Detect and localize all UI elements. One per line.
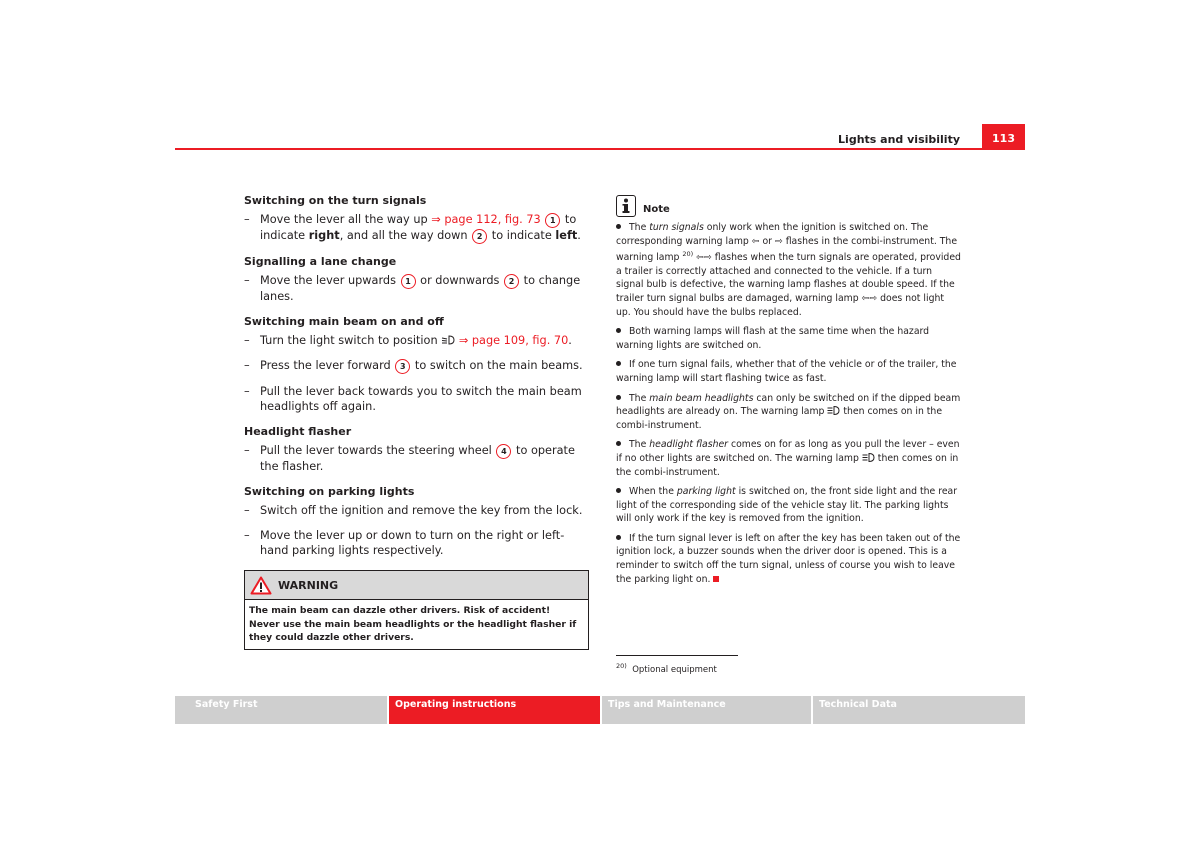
text-run: or downwards — [416, 274, 504, 287]
callout-number: 1 — [401, 274, 416, 289]
footnote-text: Optional equipment — [632, 665, 717, 675]
text-run: Both warning lamps will flash at the same time when the hazard warning lights are switched on. — [616, 326, 930, 351]
note-bullet — [616, 221, 961, 319]
list-item-text: Switch off the ignition and remove the key from the lock. — [260, 504, 583, 517]
callout-number: 4 — [496, 444, 511, 459]
text-run: The — [629, 392, 650, 404]
dash-marker: – — [244, 444, 250, 457]
dash-marker: – — [244, 385, 250, 398]
dash-marker: – — [244, 529, 250, 542]
list-item — [244, 358, 589, 374]
text-run-bold: left — [555, 229, 578, 242]
text-run: If the turn signal lever is left on after the key has been taken out of the ignition lock, a buzzer sounds when the driver door is opened. This is a reminder to switch off the turn signal, unless of course you wish to leave the parking light on. — [616, 532, 961, 585]
info-icon — [616, 195, 636, 217]
text-run: to change lanes. — [260, 274, 581, 303]
list-item — [244, 528, 589, 558]
note-bullet — [616, 438, 961, 479]
text-run: The — [629, 439, 650, 451]
list-item-text — [260, 333, 589, 348]
note-bullet — [616, 532, 961, 586]
list-item — [244, 443, 589, 474]
bullet-dot — [616, 535, 621, 540]
trailer-signal-icon: ⇦⇨ — [861, 292, 878, 304]
section-lane-change — [244, 254, 589, 304]
text-run: to operate the flasher. — [260, 444, 575, 473]
bullet-dot — [616, 441, 621, 446]
note-section — [616, 195, 961, 592]
note-bullet — [616, 358, 961, 385]
text-run: flashes in the combi-instrument. The warning lamp — [616, 235, 958, 264]
dash-marker: – — [244, 213, 250, 226]
footer-tab-technical-data[interactable]: Technical Data — [813, 696, 1025, 724]
turn-right-icon: ⇨ — [774, 235, 783, 247]
footer-tab-operating-instructions[interactable]: Operating instructions — [389, 696, 600, 724]
section-main-beam — [244, 314, 589, 414]
page-reference-link[interactable]: ⇒ page 112, fig. 73 — [431, 213, 541, 226]
list-item — [244, 503, 589, 518]
footer-tab-safety-first[interactable]: Safety First — [175, 696, 387, 724]
text-run: then comes on in the combi-instrument. — [616, 406, 943, 431]
list-item — [244, 273, 589, 304]
list-item-text: Pull the lever back towards you to switch the main beam headlights off again. — [260, 385, 582, 413]
text-run: comes on for as long as you pull the lever – even if no other lights are switched on. The warning lamp — [616, 439, 960, 464]
note-bullet — [616, 392, 961, 433]
text-run: can only be switched on if the dipped beam headlights are already on. The warning lamp — [616, 392, 961, 418]
bullet-dot — [616, 361, 621, 366]
warning-triangle-icon — [250, 576, 272, 595]
note-label: Note — [643, 204, 670, 216]
text-run: flashes when the turn signals are operated, provided a trailer is correctly attached and connected to the vehicle. If a turn signal bulb is defective, the warning lamp flashes at double speed. If the trailer turn signal bulbs are damaged, warning lamp — [616, 252, 961, 304]
warning-header — [245, 571, 588, 600]
list-item-text: Move the lever up or down to turn on the right or left-hand parking lights respectively. — [260, 529, 565, 557]
list-item-text — [260, 273, 589, 304]
text-run: or — [759, 235, 775, 247]
section-turn-signals — [244, 193, 589, 244]
text-run: Move the lever all the way up — [260, 213, 432, 226]
dash-marker: – — [244, 334, 250, 347]
list-item-text — [260, 212, 589, 244]
header-rule — [175, 148, 1025, 150]
callout-number: 2 — [504, 274, 519, 289]
callout-number: 3 — [395, 359, 410, 374]
left-column — [244, 193, 589, 568]
text-run-bold: right — [308, 229, 340, 242]
section-heading: Switching on parking lights — [244, 485, 415, 498]
footnote-number: 20) — [616, 662, 627, 670]
text-run: only work when the ignition is switched on. The corresponding warning lamp — [616, 222, 929, 247]
bullet-dot — [616, 328, 621, 333]
text-run: Move the lever upwards — [260, 274, 400, 287]
text-run: . — [568, 334, 572, 347]
dash-marker: – — [244, 359, 250, 372]
text-run: to switch on the main beams. — [411, 359, 583, 372]
footer-tab-tips-maintenance[interactable]: Tips and Maintenance — [602, 696, 811, 724]
text-run: . — [577, 229, 581, 242]
list-item-text — [260, 443, 589, 474]
text-run: to indicate — [260, 213, 577, 242]
text-run: to indicate — [488, 229, 556, 242]
text-run: does not light up. You should have the bulbs replaced. — [616, 292, 945, 318]
warning-text: The main beam can dazzle other drivers. Risk of accident! Never use the main beam headlights or the headlight flasher if they could dazzle other drivers. — [249, 605, 577, 643]
list-item — [244, 212, 589, 244]
dipped-beam-icon — [441, 335, 455, 345]
dash-marker: – — [244, 504, 250, 517]
bullet-dot — [616, 224, 621, 229]
text-run-italic: main beam headlights — [649, 392, 754, 404]
footnote-marker: 20) — [682, 250, 694, 259]
text-run: The — [629, 222, 650, 233]
callout-number: 1 — [545, 213, 560, 228]
turn-left-icon: ⇦ — [751, 235, 760, 247]
text-run: is switched on, the front side light and the rear light of the corresponding side of the vehicle stay lit. The parking lights will only work if the key is removed from the ignition. — [616, 486, 958, 525]
callout-number: 2 — [472, 229, 487, 244]
text-run: then comes on in the combi-instrument. — [616, 452, 959, 478]
section-heading: Signalling a lane change — [244, 255, 397, 268]
text-run: Turn the light switch to position — [260, 334, 442, 347]
text-run-italic: headlight flasher — [649, 439, 729, 451]
section-parking-lights — [244, 484, 589, 558]
dash-marker: – — [244, 274, 250, 287]
text-run: , and all the way down — [339, 229, 472, 242]
text-run: Pull the lever towards the steering wheel — [260, 444, 496, 457]
warning-label: WARNING — [278, 578, 339, 592]
section-heading: Switching main beam on and off — [244, 315, 444, 328]
section-end-mark — [713, 576, 719, 582]
footnote-rule — [616, 655, 738, 656]
text-run-italic: turn signals — [649, 222, 704, 233]
text-run: If one turn signal fails, whether that of the vehicle or of the trailer, the warning lamp will start flashing twice as fast. — [616, 359, 957, 384]
text-run-italic: parking light — [676, 486, 736, 498]
section-heading: Switching on the turn signals — [244, 194, 427, 207]
text-run: Press the lever forward — [260, 359, 395, 372]
warning-box — [244, 570, 589, 650]
bullet-dot — [616, 488, 621, 493]
list-item — [244, 384, 589, 414]
list-item — [244, 333, 589, 348]
section-headlight-flasher — [244, 424, 589, 474]
page-reference-link[interactable]: ⇒ page 109, fig. 70 — [455, 334, 569, 347]
bullet-dot — [616, 395, 621, 400]
section-heading: Headlight flasher — [244, 425, 352, 438]
page-number: 113 — [982, 124, 1025, 148]
main-beam-icon — [827, 406, 840, 415]
note-bullet — [616, 325, 961, 352]
list-item-text — [260, 358, 589, 374]
footnote — [616, 662, 717, 675]
page-header-title: Lights and visibility — [838, 133, 960, 146]
text-run: When the — [629, 486, 677, 498]
main-beam-icon — [862, 453, 875, 462]
trailer-signal-icon: ⇦⇨ — [696, 252, 712, 264]
note-header — [616, 195, 961, 217]
note-bullet — [616, 485, 961, 526]
